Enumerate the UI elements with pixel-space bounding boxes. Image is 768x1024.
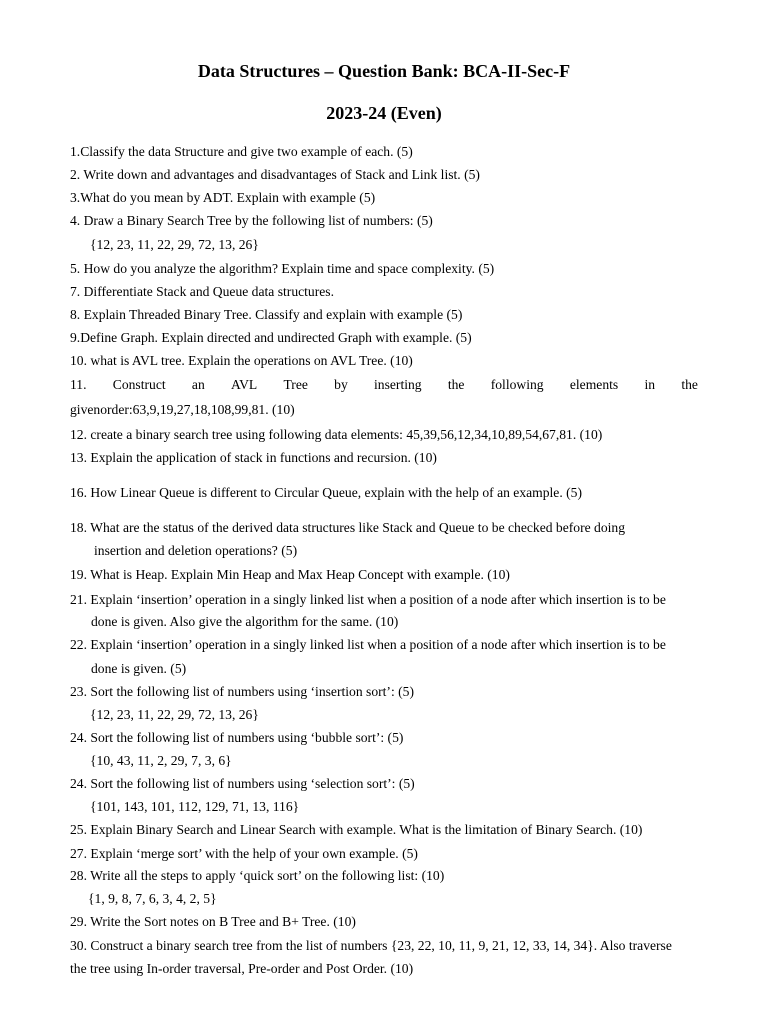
q11-word: by	[334, 377, 348, 392]
question-1: 1.Classify the data Structure and give two example of each. (5)	[70, 144, 413, 159]
question-27: 27. Explain ‘merge sort’ with the help of your own example. (5)	[70, 846, 418, 861]
question-3: 3.What do you mean by ADT. Explain with example (5)	[70, 190, 376, 205]
question-28: 28. Write all the steps to apply ‘quick sort’ on the following list: (10)	[70, 868, 445, 883]
question-25: 25. Explain Binary Search and Linear Search with example. What is the limitation of Binary Search. (10)	[70, 822, 643, 837]
question-22-line-2: done is given. (5)	[91, 661, 187, 676]
question-24-selection: 24. Sort the following list of numbers using ‘selection sort’: (5)	[70, 776, 415, 791]
q11-word: AVL	[231, 377, 258, 392]
question-5: 5. How do you analyze the algorithm? Explain time and space complexity. (5)	[70, 261, 495, 276]
q11-word: an	[191, 377, 205, 392]
question-7: 7. Differentiate Stack and Queue data structures.	[70, 284, 334, 299]
question-21-line-2: done is given. Also give the algorithm for the same. (10)	[91, 614, 399, 629]
q11-word: 11.	[70, 377, 87, 392]
question-18-line-1: 18. What are the status of the derived data structures like Stack and Queue to be checked before doing	[70, 520, 626, 535]
question-21-line-1: 21. Explain ‘insertion’ operation in a singly linked list when a position of a node after which insertion is to be	[70, 592, 666, 607]
q11-word: the	[681, 377, 698, 392]
question-11-line-2: givenorder:63,9,19,27,18,108,99,81. (10)	[70, 402, 295, 417]
question-30-line-2: the tree using In-order traversal, Pre-order and Post Order. (10)	[70, 961, 414, 976]
q11-word: in	[644, 377, 656, 392]
question-28-number-list: {1, 9, 8, 7, 6, 3, 4, 2, 5}	[88, 891, 217, 906]
q11-word: Construct	[112, 377, 166, 392]
question-10: 10. what is AVL tree. Explain the operations on AVL Tree. (10)	[70, 353, 413, 368]
question-2: 2. Write down and advantages and disadvantages of Stack and Link list. (5)	[70, 167, 480, 182]
question-11-line-1	[70, 377, 698, 393]
question-24-bubble: 24. Sort the following list of numbers using ‘bubble sort’: (5)	[70, 730, 404, 745]
question-23: 23. Sort the following list of numbers using ‘insertion sort’: (5)	[70, 684, 414, 699]
q11-word: elements	[569, 377, 619, 392]
question-30-line-1: 30. Construct a binary search tree from the list of numbers {23, 22, 10, 11, 9, 21, 12, 33, 14, 34}. Also traverse	[70, 938, 672, 953]
question-13: 13. Explain the application of stack in functions and recursion. (10)	[70, 450, 437, 465]
document-title: Data Structures – Question Bank: BCA-II-Sec-F	[197, 61, 571, 81]
question-22-line-1: 22. Explain ‘insertion’ operation in a singly linked list when a position of a node after which insertion is to be	[70, 637, 666, 652]
question-23-number-list: {12, 23, 11, 22, 29, 72, 13, 26}	[90, 707, 259, 722]
question-24-bubble-list: {10, 43, 11, 2, 29, 7, 3, 6}	[90, 753, 232, 768]
q11-word: inserting	[374, 377, 422, 392]
question-24-selection-list: {101, 143, 101, 112, 129, 71, 13, 116}	[90, 799, 300, 814]
question-4: 4. Draw a Binary Search Tree by the following list of numbers: (5)	[70, 213, 433, 228]
academic-year: 2023-24 (Even)	[326, 103, 442, 123]
question-29: 29. Write the Sort notes on B Tree and B+ Tree. (10)	[70, 914, 356, 929]
question-12: 12. create a binary search tree using following data elements: 45,39,56,12,34,10,89,54,67,81. (10)	[70, 427, 603, 442]
q11-word: the	[447, 377, 465, 392]
question-4-number-list: {12, 23, 11, 22, 29, 72, 13, 26}	[90, 237, 259, 252]
question-8: 8. Explain Threaded Binary Tree. Classify and explain with example (5)	[70, 307, 463, 322]
question-16: 16. How Linear Queue is different to Circular Queue, explain with the help of an example. (5)	[70, 485, 582, 500]
q11-word: following	[490, 377, 544, 392]
question-18-line-2: insertion and deletion operations? (5)	[94, 543, 298, 558]
question-9: 9.Define Graph. Explain directed and undirected Graph with example. (5)	[70, 330, 472, 345]
question-19: 19. What is Heap. Explain Min Heap and Max Heap Concept with example. (10)	[70, 567, 510, 582]
q11-word: Tree	[283, 377, 308, 392]
